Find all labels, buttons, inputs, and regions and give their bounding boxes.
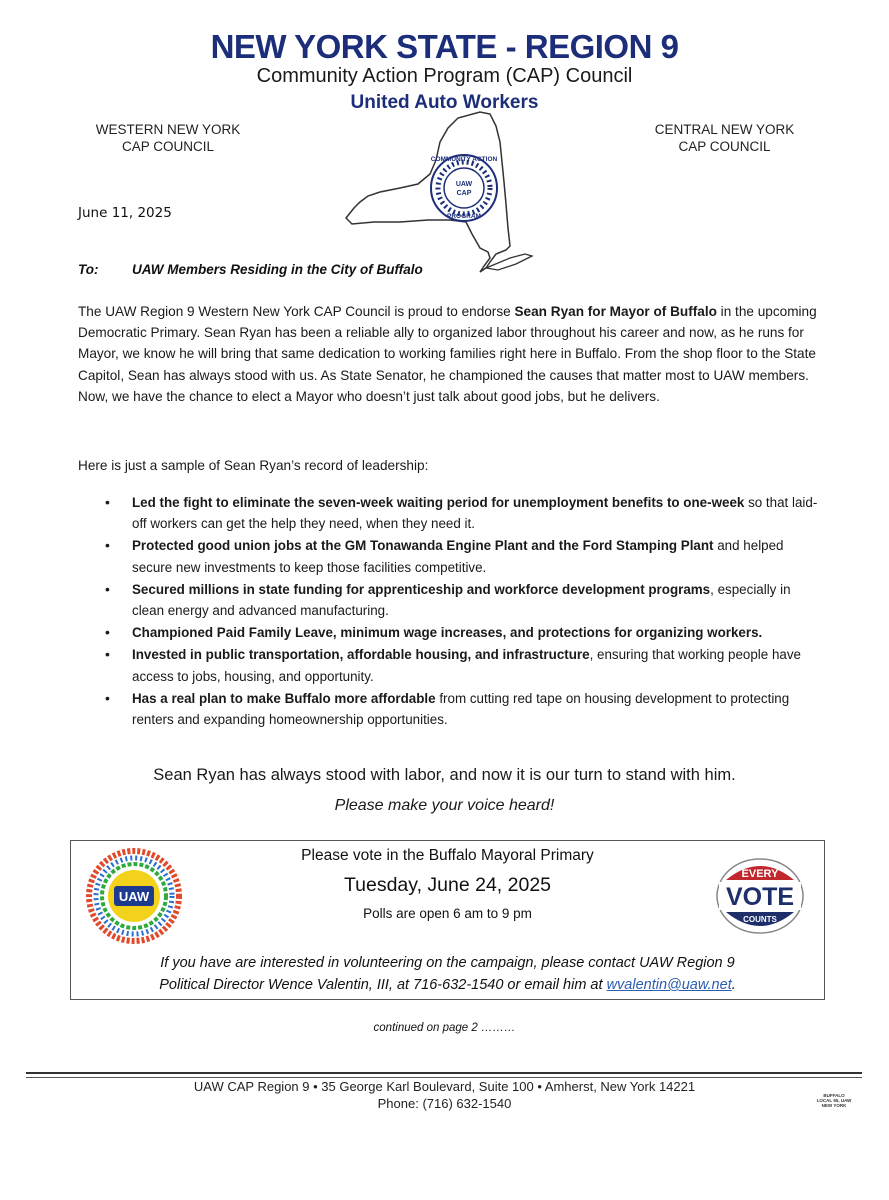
seal-text-cap: CAP bbox=[456, 190, 472, 197]
seal-text-top: COMMUNITY ACTION bbox=[430, 156, 498, 163]
badge-text-vote: VOTE bbox=[725, 883, 795, 911]
email-link[interactable]: wvalentin@uaw.net bbox=[606, 977, 732, 993]
endorsement-paragraph: The UAW Region 9 Western New York CAP Council is proud to endorse Sean Ryan for Mayor of Buffalo in the upcoming Democratic Primary. Sean Ryan has been a reliable ally to organized labor throughout his career and now, as he runs for Mayor, we know he will bring that same dedication to working families right here in Buffalo. From the shop floor to the State Capitol, Sean has always stood with us. As State Senator, he championed the causes that matter most to UAW members. Now, we have the chance to elect a Mayor who doesn’t just talk about good jobs, but he delivers. bbox=[78, 304, 817, 404]
volunteer-info: If you have are interested in volunteering on the campaign, please contact UAW Region 9 bbox=[160, 955, 735, 971]
record-list bbox=[78, 492, 823, 731]
continued-note: continued on page 2 ……… bbox=[373, 1022, 516, 1034]
western-ny-council: WESTERN NEW YORK CAP COUNCIL bbox=[95, 122, 241, 154]
closing-statement: Sean Ryan has always stood with labor, and now it is our turn to stand with him. bbox=[153, 766, 736, 784]
letterhead-subtitle: Community Action Program (CAP) Council bbox=[256, 65, 633, 87]
endorsement-highlight: Sean Ryan for Mayor of Buffalo bbox=[514, 304, 717, 319]
seal-text-uaw: UAW bbox=[455, 181, 473, 188]
record-intro: Here is just a sample of Sean Ryan’s record of leadership: bbox=[78, 458, 429, 473]
list-item: • Protected good union jobs at the GM Tonawanda Engine Plant and the Ford Stamping Plant and helped secure new investments to keep those facilities competitive. bbox=[105, 537, 784, 575]
list-item: • Led the fight to eliminate the seven-week waiting period for unemployment benefits to one-week so that laid-off workers can get the help they need, when they need it. bbox=[105, 494, 818, 532]
badge-text-bottom: COUNTS bbox=[743, 915, 777, 924]
footer-address: UAW CAP Region 9 • 35 George Karl Boulevard, Suite 100 • Amherst, New York 14221 bbox=[193, 1079, 696, 1094]
footer-divider-thin bbox=[26, 1077, 862, 1078]
vote-line-date: Tuesday, June 24, 2025 bbox=[343, 874, 552, 896]
list-item: • Secured millions in state funding for apprenticeship and workforce development programs, especially in clean energy and advanced manufacturing. bbox=[105, 580, 791, 619]
seal-text-bottom: PROGRAM bbox=[447, 213, 481, 220]
volunteer-contact: Political Director Wence Valentin, III, at 716-632-1540 or email him at wvalentin@uaw.net. bbox=[159, 977, 736, 993]
every-vote-counts-badge bbox=[716, 858, 804, 934]
to-label: To: bbox=[78, 262, 99, 277]
vote-line-primary: Please vote in the Buffalo Mayoral Primary bbox=[301, 847, 594, 864]
uaw-logo-text: UAW bbox=[118, 889, 150, 904]
letterhead-title: NEW YORK STATE - REGION 9 bbox=[210, 28, 679, 65]
letter-date: June 11, 2025 bbox=[78, 205, 172, 221]
list-item: • Championed Paid Family Leave, minimum wage increases, and protections for organizing workers. bbox=[105, 624, 763, 641]
closing-call-to-action: Please make your voice heard! bbox=[334, 797, 555, 814]
list-item: • Has a real plan to make Buffalo more affordable from cutting red tape on housing development to protecting renters and expanding homeownership opportunities. bbox=[105, 689, 790, 728]
badge-text-top: EVERY bbox=[741, 868, 779, 880]
footer-divider bbox=[26, 1072, 862, 1074]
vote-line-hours: Polls are open 6 am to 9 pm bbox=[363, 906, 532, 921]
central-ny-council: CENTRAL NEW YORK CAP COUNCIL bbox=[654, 122, 795, 154]
footer-phone: Phone: (716) 632-1540 bbox=[377, 1096, 512, 1111]
ny-state-map-logo bbox=[340, 108, 540, 278]
letterhead-org: United Auto Workers bbox=[350, 92, 539, 113]
union-bug: BUFFALO LOCAL 55, UAW NEW YORK bbox=[816, 1093, 852, 1108]
to-recipient: UAW Members Residing in the City of Buffalo bbox=[132, 262, 423, 277]
list-item: • Invested in public transportation, affordable housing, and infrastructure, ensuring that working people have access to jobs, housing, and opportunity. bbox=[105, 646, 801, 684]
to-line bbox=[78, 262, 423, 277]
